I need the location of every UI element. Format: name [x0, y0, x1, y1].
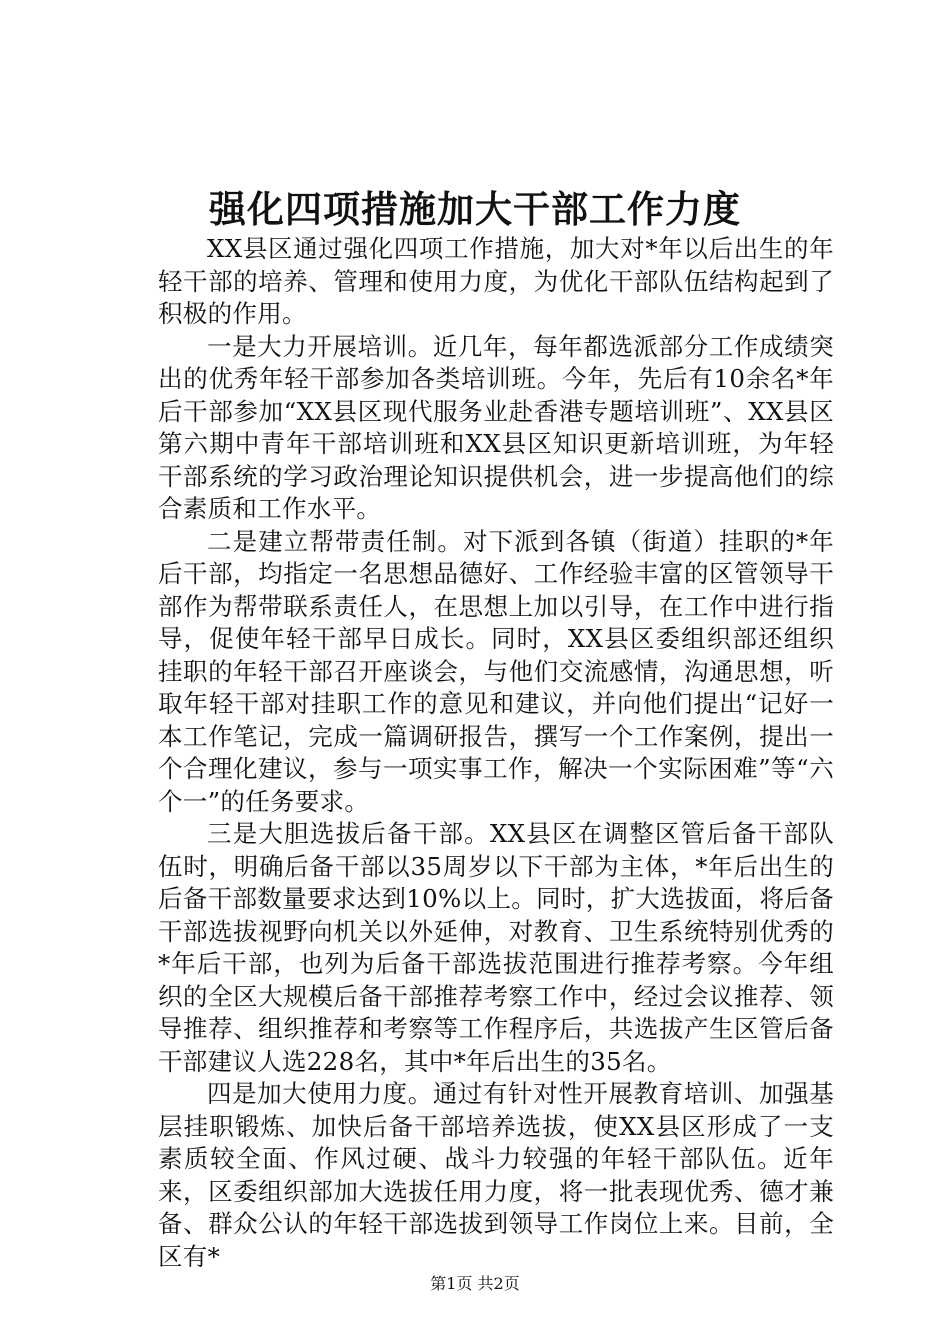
document-body [158, 233, 834, 1273]
page-number-footer: 第1页 共2页 [430, 1274, 520, 1293]
paragraph-intro: XX县区通过强化四项工作措施，加大对*年以后出生的年轻干部的培养、管理和使用力度，为优化干部队伍结构起到了积极的作用。 [158, 234, 834, 328]
paragraph-reserve-cadres: 三是大胆选拔后备干部。XX县区在调整区管后备干部队伍时，明确后备干部以35周岁以下干部为主体，*年后出生的后备干部数量要求达到10%以上。同时，扩大选拔面，将后备干部选拔视野向机关以外延伸，对教育、卫生系统特别优秀的*年后干部，也列为后备干部选拔范围进行推荐考察。今年组织的全区大规模后备干部推荐考察工作中，经过会议推荐、领导推荐、组织推荐和考察等工作程序后，共选拔产生区管后备干部建议人选228名，其中*年后出生的35名。 [158, 819, 834, 1076]
paragraph-mentoring: 二是建立帮带责任制。对下派到各镇（街道）挂职的*年后干部，均指定一名思想品德好、工作经验丰富的区管领导干部作为帮带联系责任人，在思想上加以引导，在工作中进行指导，促使年轻干部早日成长。同时，XX县区委组织部还组织挂职的年轻干部召开座谈会，与他们交流感情，沟通思想，听取年轻干部对挂职工作的意见和建议，并向他们提出“记好一本工作笔记，完成一篇调研报告，撰写一个工作案例，提出一个合理化建议，参与一项实事工作，解决一个实际困难”等“六个一”的任务要求。 [158, 526, 834, 816]
document-title: 强化四项措施加大干部工作力度 [209, 187, 741, 231]
paragraph-training: 一是大力开展培训。近几年，每年都选派部分工作成绩突出的优秀年轻干部参加各类培训班。今年，先后有10余名*年后干部参加“XX县区现代服务业赴香港专题培训班”、XX县区第六期中青年干部培训班和XX县区知识更新培训班，为年轻干部系统的学习政治理论知识提供机会，进一步提高他们的综合素质和工作水平。 [158, 331, 834, 523]
paragraph-appointment: 四是加大使用力度。通过有针对性开展教育培训、加强基层挂职锻炼、加快后备干部培养选拔，使XX县区形成了一支素质较全面、作风过硬、战斗力较强的年轻干部队伍。近年来，区委组织部加大选拔任用力度，将一批表现优秀、德才兼备、群众公认的年轻干部选拔到领导工作岗位上来。目前，全区有* [158, 1079, 834, 1271]
